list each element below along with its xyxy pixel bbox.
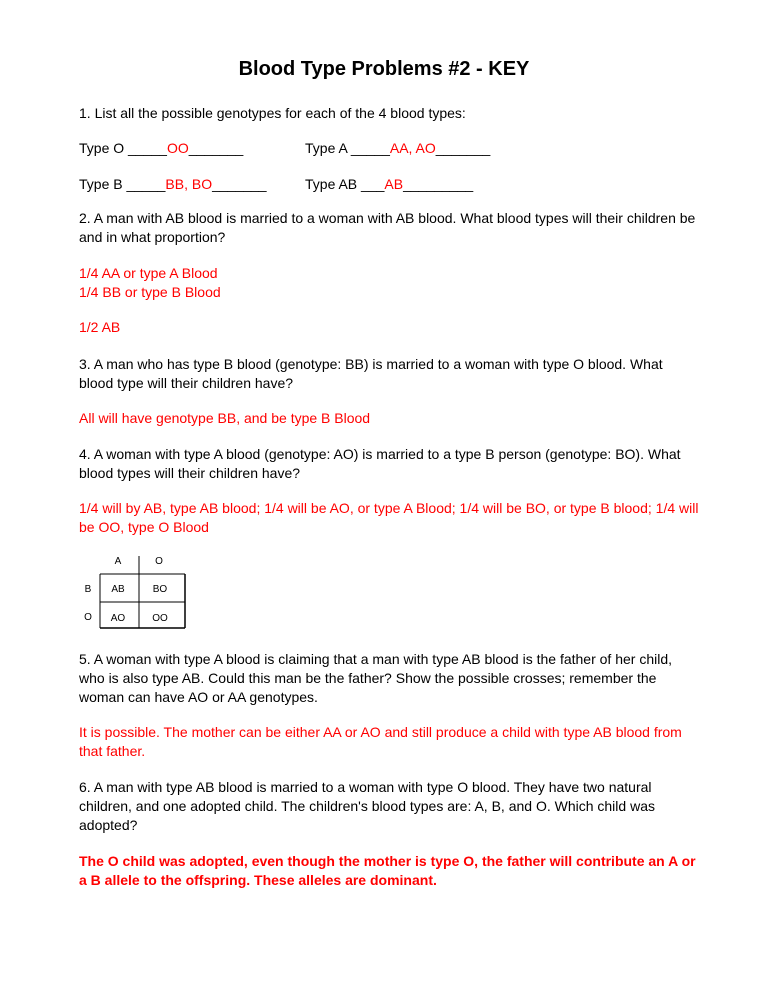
answer-4: 1/4 will by AB, type AB blood; 1/4 will be AO, or type A Blood; 1/4 will be BO, or type B blood; 1/4 will be OO, type O Blood — [79, 500, 699, 535]
answer-6: The O child was adopted, even though the mother is type O, the father will contribute an A or a B allele to the offspring. These alleles are dominant. — [79, 853, 696, 888]
type-ab-answer: AB — [384, 176, 404, 192]
question-2: 2. A man with AB blood is married to a woman with AB blood. What blood types will their children be and in what proportion? — [79, 210, 696, 245]
question-6: 6. A man with type AB blood is married to a woman with type O blood. They have two natural children, and one adopted child. The children's blood types are: A, B, and O. Which child was adopted? — [79, 779, 655, 833]
answer-5: It is possible. The mother can be either AA or AO and still produce a child with type AB blood from that father. — [79, 724, 682, 759]
answer-2-line-3: 1/2 AB — [79, 319, 121, 335]
punnett-cell: AO — [110, 613, 126, 624]
punnett-row-header: O — [84, 612, 92, 623]
type-o-answer: OO — [166, 140, 189, 156]
type-a-answer: AA, AO — [389, 140, 436, 156]
question-5: 5. A woman with type A blood is claiming that a man with type AB blood is the father of her child, who is also type AB. Could this man be the father? Show the possible crosses; remember the woman can have AO or AA genotypes. — [79, 651, 673, 705]
punnett-row-header: B — [84, 584, 92, 595]
punnett-square — [79, 554, 199, 630]
punnett-col-header: O — [155, 556, 163, 567]
page-title: Blood Type Problems #2 - KEY — [238, 58, 530, 80]
type-a-blank: _______ — [435, 140, 491, 156]
type-b-answer: BB, BO — [165, 176, 213, 192]
answer-2-line-2: 1/4 BB or type B Blood — [79, 284, 221, 300]
answer-3: All will have genotype BB, and be type B Blood — [79, 410, 371, 426]
type-b-label: Type B _____ — [79, 176, 166, 192]
punnett-cell: AB — [111, 584, 125, 595]
type-a-line — [305, 139, 490, 158]
answer-2-line-1: 1/4 AA or type A Blood — [79, 265, 218, 281]
punnett-cell: OO — [152, 613, 168, 624]
type-o-label: Type O _____ — [79, 140, 167, 156]
type-b-line — [79, 175, 267, 194]
question-4: 4. A woman with type A blood (genotype: AO) is married to a type B person (genotype: BO). What blood types will their children have? — [79, 446, 681, 481]
type-ab-blank: _________ — [403, 176, 474, 192]
type-a-label: Type A _____ — [305, 140, 390, 156]
type-b-blank: _______ — [212, 176, 267, 192]
type-o-line — [79, 139, 243, 158]
type-ab-line — [305, 175, 473, 194]
question-3: 3. A man who has type B blood (genotype: BB) is married to a woman with type O blood. What blood type will their children have? — [79, 356, 663, 391]
type-ab-label: Type AB ___ — [305, 176, 385, 192]
punnett-col-header: A — [114, 556, 122, 567]
punnett-square-drawing — [79, 554, 199, 630]
punnett-cell: BO — [152, 584, 168, 595]
question-1: 1. List all the possible genotypes for each of the 4 blood types: — [79, 105, 466, 121]
type-o-blank: _______ — [188, 140, 244, 156]
